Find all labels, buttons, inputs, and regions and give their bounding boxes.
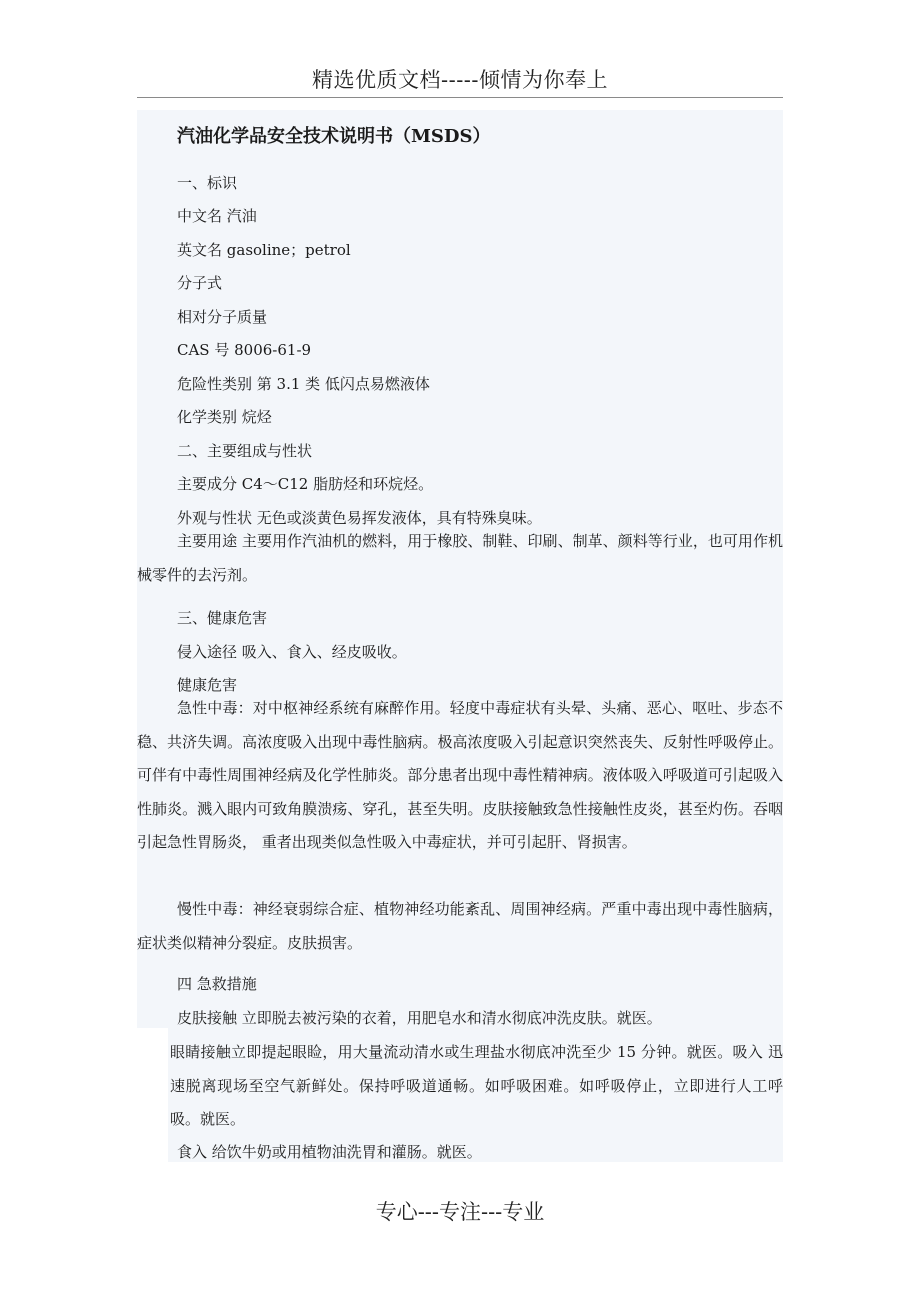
field-appearance: 外观与性状 无色或淡黄色易挥发液体，具有特殊臭味。 [177,509,542,527]
field-chemical-class: 化学类别 烷烃 [177,408,272,426]
field-hazard-class: 危险性类别 第 3.1 类 低闪点易燃液体 [177,375,430,393]
section-heading-identification: 一、标识 [177,174,238,192]
document-title: 汽油化学品安全技术说明书（MSDS） [177,126,491,147]
field-main-components: 主要成分 C4～C12 脂肪烃和环烷烃。 [177,475,434,493]
field-ingestion: 食入 给饮牛奶或用植物油洗胃和灌肠。就医。 [177,1143,482,1161]
section-heading-first-aid: 四 急救措施 [177,975,257,993]
paragraph-eye-contact-inhalation: 眼睛接触立即提起眼睑，用大量流动清水或生理盐水彻底冲洗至少 15 分钟。就医。吸入 迅速脱离现场至空气新鲜处。保持呼吸道通畅。如呼吸困难。如呼吸停止，立即进行人工呼吸。就医。 [170,1043,783,1128]
section-heading-composition: 二、主要组成与性状 [177,442,313,460]
paragraph-acute-poisoning: 急性中毒：对中枢神经系统有麻醉作用。轻度中毒症状有头晕、头痛、恶心、呕吐、步态不稳、共济失调。高浓度吸入出现中毒性脑病。极高浓度吸入引起意识突然丧失、反射性呼吸停止。可伴有中毒性周围神经病及化学性肺炎。部分患者出现中毒性精神病。液体吸入呼吸道可引起吸入性肺炎。溅入眼内可致角膜溃疡、穿孔，甚至失明。皮肤接触致急性接触性皮炎，甚至灼伤。吞咽引起急性胃肠炎， 重者出现类似急性吸入中毒症状，并可引起肝、肾损害。 [137,699,783,851]
field-main-uses: 主要用途 主要用作汽油机的燃料，用于橡胶、制鞋、印刷、制革、颜料等行业，也可用作机械零件的去污剂。 [137,532,783,584]
field-english-name: 英文名 gasoline；petrol [177,241,351,259]
header-divider [137,97,783,98]
section-heading-health-hazard: 三、健康危害 [177,609,268,627]
field-health-hazard-label: 健康危害 [177,676,238,694]
field-cas-number: CAS 号 8006-61-9 [177,341,312,359]
field-route-of-entry: 侵入途径 吸入、食入、经皮吸收。 [177,643,407,661]
paragraph-chronic-poisoning: 慢性中毒：神经衰弱综合症、植物神经功能紊乱、周围神经病。严重中毒出现中毒性脑病，症状类似精神分裂症。皮肤损害。 [137,900,783,952]
page-header: 精选优质文档-----倾情为你奉上 [312,68,608,92]
field-chinese-name: 中文名 汽油 [177,207,257,225]
field-molecular-weight: 相对分子质量 [177,308,268,326]
page-footer: 专心---专注---专业 [375,1200,545,1224]
field-molecular-formula: 分子式 [177,274,223,292]
field-skin-contact: 皮肤接触 立即脱去被污染的衣着，用肥皂水和清水彻底冲洗皮肤。就医。 [177,1009,662,1027]
